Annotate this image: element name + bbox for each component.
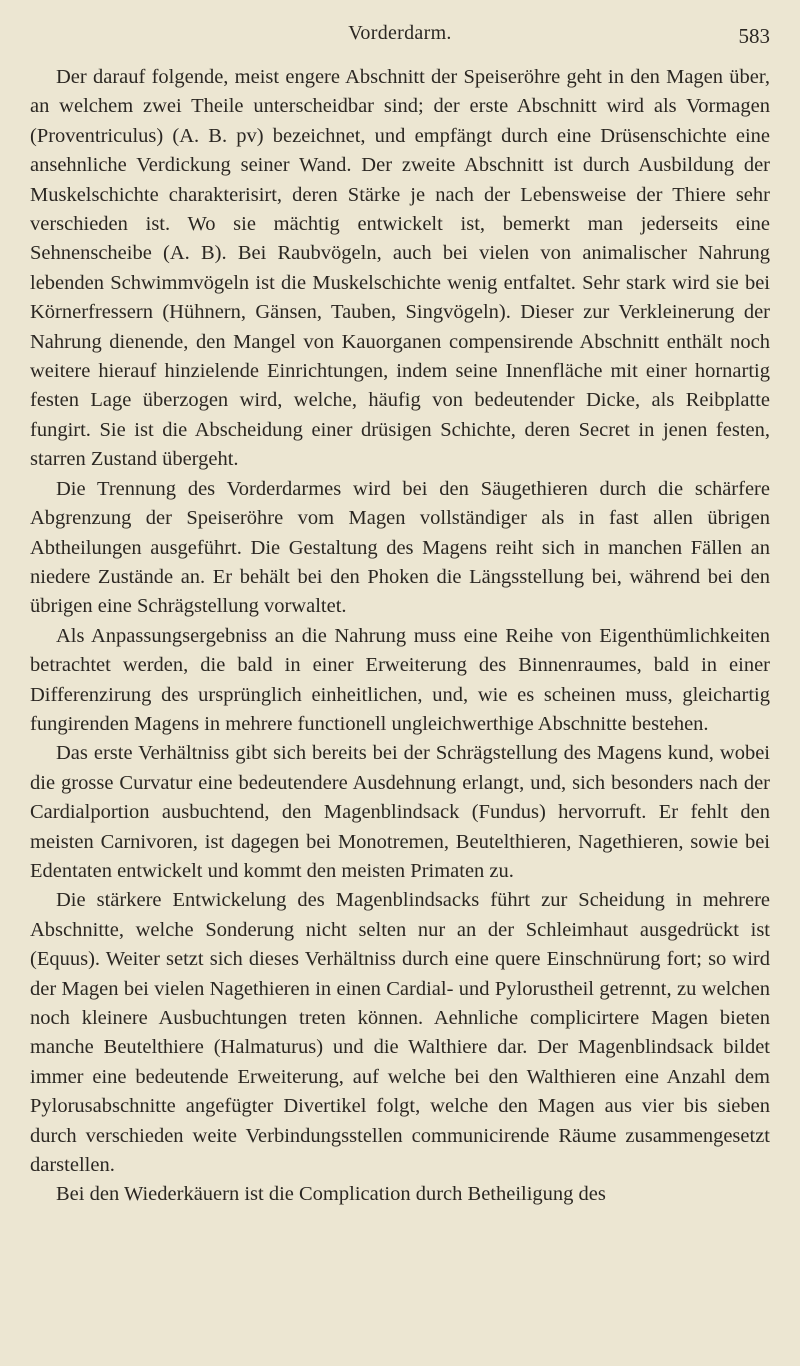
- running-head: Vorderdarm.: [348, 22, 452, 44]
- paragraph-anpassung: Als Anpassungsergebniss an die Nahrung muss eine Reihe von Eigenthümlichkeiten betrachtet werden, die bald in einer Erweiterung des Binnenraumes, bald in einer Differenzirung des ursprünglich einheitlichen, und, wie es scheinen muss, gleichartig fungirenden Magens in mehrere functionell ungleichwerthige Abschnitte bestehen.: [30, 624, 770, 735]
- page-number: 583: [738, 24, 770, 48]
- paragraph-scheidung: Die stärkere Entwickelung des Magenblindsacks führt zur Scheidung in mehrere Abschnitte, welche Sonderung nicht selten nur an der Schleimhaut ausgedrückt ist (Equus). Weiter setzt sich dieses Verhältniss durch eine quere Einschnürung fort; so wird der Magen bei vielen Nagethieren in einen Cardial- und Pylorustheil getrennt, zu welchen noch kleinere Ausbuchtungen treten können. Aehnliche complicirtere Magen bieten manche Beutelthiere (Halmaturus) und die Walthiere dar. Der Magenblindsack bildet immer eine bedeutende Erweiterung, auf welche bei den Walthieren eine Anzahl dem Pylorusabschnitte angefügter Divertikel folgt, welche den Magen aus vier bis sieben durch verschieden weite Verbindungsstellen communicirende Räume zusammengesetzt darstellen.: [30, 889, 770, 1177]
- paragraph-saeugethiere: Die Trennung des Vorderdarmes wird bei den Säugethieren durch die schärfere Abgrenzung der Speiseröhre vom Magen vollständiger als in fast allen übrigen Abtheilungen ausgeführt. Die Gestaltung des Magens reiht sich in manchen Fällen an niedere Zustände an. Er behält bei den Phoken die Längsstellung bei, während bei den übrigen eine Schrägstellung vorwaltet.: [30, 477, 770, 618]
- paragraph-magenblindsack: Das erste Verhältniss gibt sich bereits bei der Schrägstellung des Magens kund, wobei die grosse Curvatur eine bedeutendere Ausdehnung erlangt, und, sich besonders nach der Cardialportion ausbuchtend, den Magenblindsack (Fundus) hervorruft. Er fehlt den meisten Carnivoren, ist dagegen bei Monotremen, Beutelthieren, Nagethieren, sowie bei Edentaten entwickelt und kommt den meisten Primaten zu.: [30, 742, 770, 882]
- paragraph-vormagen: Der darauf folgende, meist engere Abschnitt der Speiseröhre geht in den Magen über, an welchem zwei Theile unterscheidbar sind; der erste Abschnitt wird als Vormagen (Proventriculus) (A. B. pv) bezeichnet, und empfängt durch eine Drüsenschichte eine ansehnliche Verdickung seiner Wand. Der zweite Abschnitt ist durch Ausbildung der Muskelschichte charakterisirt, deren Stärke je nach der Lebensweise der Thiere sehr verschieden ist. Wo sie mächtig entwickelt ist, bemerkt man jederseits eine Sehnenscheibe (A. B). Bei Raubvögeln, auch bei vielen von animalischer Nahrung lebenden Schwimmvögeln ist die Muskelschichte wenig entfaltet. Sehr stark wird sie bei Körnerfressern (Hühnern, Gänsen, Tauben, Singvögeln). Dieser zur Verkleinerung der Nahrung dienende, den Mangel von Kauorganen compensirende Abschnitt enthält noch weitere hierauf hinzielende Einrichtungen, indem seine Innenfläche mit einer hornartig festen Lage überzogen wird, welche, häufig von bedeutender Dicke, als Reibplatte fungirt. Sie ist die Abscheidung einer drüsigen Schichte, deren Secret in jenen festen, starren Zustand übergeht.: [30, 66, 770, 471]
- page-header: [0, 16, 800, 56]
- body-text: [30, 63, 770, 1210]
- paragraph-wiederkaeuer: Bei den Wiederkäuern ist die Complication durch Betheiligung des: [56, 1183, 606, 1206]
